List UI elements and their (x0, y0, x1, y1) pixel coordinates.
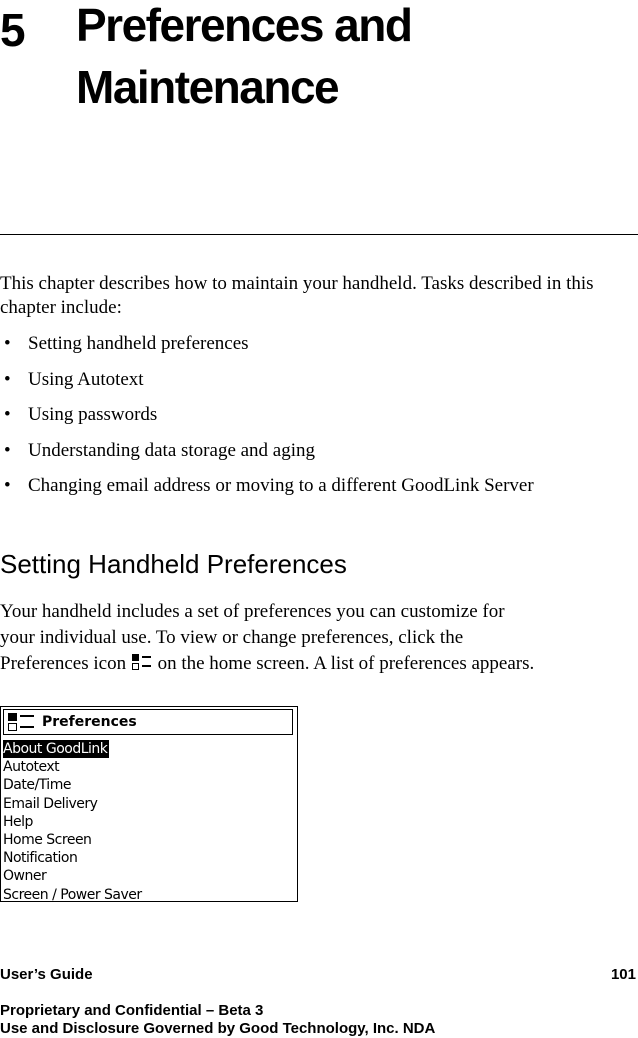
paragraph-text: on the home screen. A list of preferences appears. (157, 653, 535, 674)
page-number: 101 (610, 966, 636, 983)
list-item (0, 368, 534, 404)
chapter-title: Preferences and Maintenance (76, 0, 412, 113)
preferences-icon (131, 653, 153, 671)
list-item-text: Using passwords (28, 404, 158, 425)
preference-item-email-delivery[interactable]: Email Delivery (3, 795, 98, 812)
list-item-text: Changing email address or moving to a different GoodLink Server (28, 475, 534, 496)
list-item (0, 403, 534, 439)
preference-item-help[interactable]: Help (3, 813, 33, 830)
list-item-text: Understanding data storage and aging (28, 439, 316, 461)
task-list (0, 332, 534, 510)
paragraph-line: your individual use. To view or change preferences, click the (0, 627, 464, 648)
section-heading: Setting Handheld Preferences (0, 549, 347, 579)
paragraph-line: Your handheld includes a set of preferences you can customize for (0, 601, 505, 622)
footer-confidential: Proprietary and Confidential – Beta 3 (0, 1002, 264, 1019)
preference-item-date-time[interactable]: Date/Time (3, 777, 71, 794)
preference-item-home-screen[interactable]: Home Screen (3, 831, 92, 848)
paragraph-line (0, 652, 638, 678)
bullet-glyph: • (4, 368, 11, 390)
preferences-icon (7, 712, 37, 736)
list-item-text: Setting handheld preferences (28, 333, 249, 354)
bullet-glyph: • (4, 475, 11, 496)
paragraph-text: Preferences icon (0, 653, 127, 674)
preference-item-owner[interactable]: Owner (3, 868, 47, 885)
list-item (0, 474, 534, 510)
footer-guide-title: User’s Guide (0, 966, 93, 983)
preferences-list (3, 738, 142, 904)
preference-item-notification[interactable]: Notification (3, 850, 78, 867)
bullet-glyph: • (4, 404, 11, 425)
preference-item-autotext[interactable]: Autotext (3, 759, 60, 776)
preference-item-about-goodlink[interactable]: About GoodLink (3, 741, 108, 757)
chapter-number: 5 (0, 4, 25, 56)
bullet-glyph: • (4, 333, 11, 354)
list-item (0, 332, 534, 368)
list-item-text: Using Autotext (28, 368, 144, 390)
intro-paragraph: This chapter describes how to maintain your handheld. Tasks described in this chapter include: (0, 273, 594, 318)
preference-item-screen-power-saver[interactable]: Screen / Power Saver (3, 886, 142, 903)
device-screenshot (0, 706, 298, 902)
footer-disclosure: Use and Disclosure Governed by Good Technology, Inc. NDA (0, 1020, 436, 1037)
bullet-glyph: • (4, 439, 11, 461)
device-title: Preferences (42, 714, 137, 730)
section-paragraph (0, 600, 638, 678)
device-title-bar (3, 709, 293, 735)
chapter-rule (0, 234, 638, 235)
list-item (0, 439, 534, 475)
